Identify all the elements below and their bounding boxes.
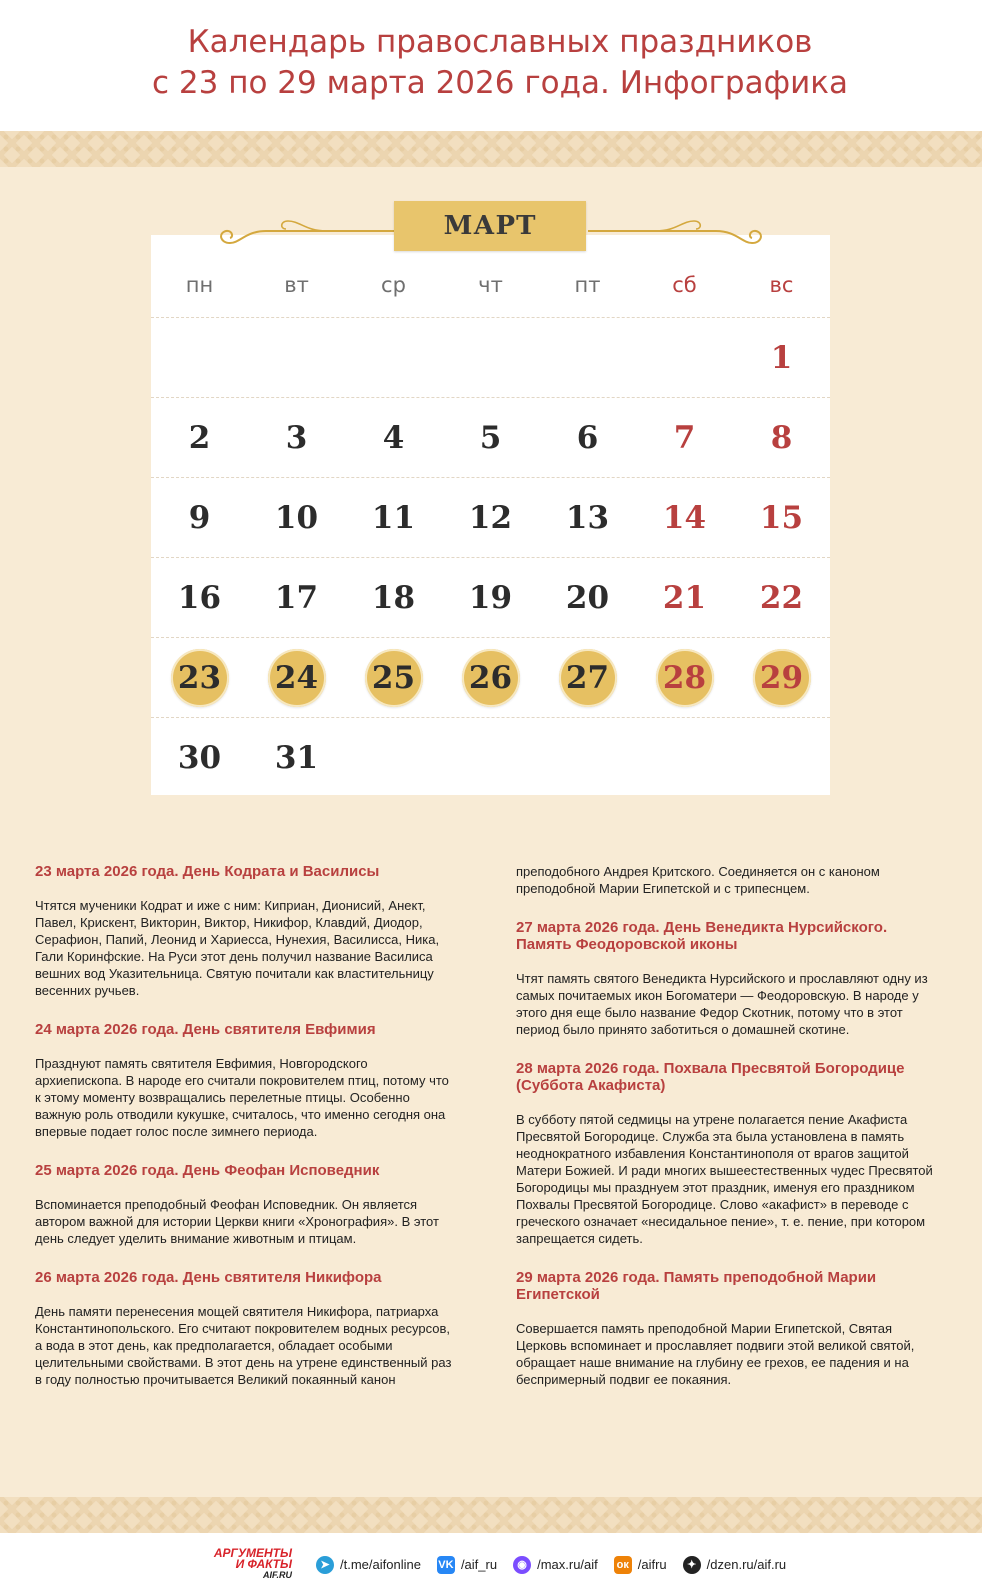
calendar-empty-cell <box>539 718 636 797</box>
day-number: 14 <box>662 499 707 536</box>
calendar-day-20 <box>539 558 636 637</box>
social-link-max[interactable] <box>513 1556 598 1574</box>
day-number: 20 <box>565 579 610 616</box>
day-number: 23 <box>171 649 229 707</box>
calendar-day-5 <box>442 398 539 477</box>
weekday-tue: вт <box>284 273 309 297</box>
day-number: 22 <box>759 579 804 616</box>
calendar-day-8 <box>733 398 830 477</box>
day-number: 29 <box>753 649 811 707</box>
day-number: 16 <box>177 579 222 616</box>
holiday-text: В субботу пятой седмицы на утрене полагается пение Акафиста Пресвятой Богородице. Служба эта была установлена в память неоднократного избавления Константинополя от врагов защитой Матери Божией. И ради многих вышеестественных чудес Пресвятой Богородицы мы празднуем этот праздник, именуя его праздником Похвалы Пресвятой Богородице. Слово «акафист» в переводе с греческого означает «несидальное пение», т. е. пение, при котором запрещается сидеть. <box>516 1112 933 1246</box>
social-link-label: /t.me/aifonline <box>340 1557 421 1572</box>
social-link-label: /aif_ru <box>460 1557 498 1572</box>
calendar-day-13 <box>539 478 636 557</box>
weekday-fri: пт <box>574 273 601 297</box>
calendar-day-7 <box>636 398 733 477</box>
holiday-text-continuation <box>516 863 946 897</box>
day-number: 12 <box>468 499 513 536</box>
calendar-day-15 <box>733 478 830 557</box>
calendar-day-19 <box>442 558 539 637</box>
day-number: 25 <box>365 649 423 707</box>
calendar-day-11 <box>345 478 442 557</box>
holiday-text: Чтятся мученики Кодрат и иже с ним: Киприан, Дионисий, Анект, Павел, Крискент, Викторин, Виктор, Никифор, Клавдий, Диодор, Серафион, Папий, Леонид и Хариесса, Нунехия, Василисса, Ника, Гали Коринфские. На Руси этот день получил название Василиса вешних вод Указительница. Святую почитали как властительницу весенних ручьев. <box>35 898 440 998</box>
calendar-day-6 <box>539 398 636 477</box>
logo-line-3: AIF.RU <box>263 1570 292 1580</box>
day-number: 6 <box>576 419 599 456</box>
calendar-empty-cell <box>442 318 539 397</box>
calendar-empty-cell <box>733 718 830 797</box>
weekday-sat: сб <box>672 273 697 297</box>
page-title <box>0 22 1000 104</box>
calendar-day-24 <box>248 638 345 717</box>
calendar-day-12 <box>442 478 539 557</box>
day-number: 19 <box>468 579 513 616</box>
social-link-telegram[interactable] <box>316 1556 421 1574</box>
calendar-week-row <box>151 717 830 797</box>
calendar-day-14 <box>636 478 733 557</box>
holiday-entry <box>516 919 946 1038</box>
day-number: 21 <box>662 579 707 616</box>
weekday-mon: пн <box>185 273 214 297</box>
day-number: 3 <box>285 419 308 456</box>
holiday-text: Вспоминается преподобный Феофан Исповедник. Он является автором важной для истории Церкви книги «Хронография». В этот день следует уделить внимание животным и птицам. <box>35 1197 439 1246</box>
calendar-day-22 <box>733 558 830 637</box>
calendar-day-31 <box>248 718 345 797</box>
calendar-day-29 <box>733 638 830 717</box>
day-number: 28 <box>656 649 714 707</box>
calendar-day-10 <box>248 478 345 557</box>
dzen-icon: ✦ <box>683 1556 701 1574</box>
social-link-odnoklassniki[interactable] <box>614 1556 667 1574</box>
calendar-empty-cell <box>442 718 539 797</box>
holiday-entry <box>516 1060 946 1247</box>
day-number: 10 <box>274 499 319 536</box>
calendar-grid <box>151 235 830 795</box>
holiday-text: Совершается память преподобной Марии Египетской, Святая Церковь вспоминает и прославляет подвиги этой великой святой, обращает наше внимание на глубину ее грехов, ее падения и на беспримерный подвиг ее покаяния. <box>516 1321 915 1387</box>
calendar-week-row <box>151 557 830 637</box>
calendar-day-1 <box>733 318 830 397</box>
holiday-heading: 23 марта 2026 года. День Кодрата и Василисы <box>35 863 380 880</box>
calendar-week-row <box>151 397 830 477</box>
calendar-day-30 <box>151 718 248 797</box>
ornament-swirl-left-icon <box>196 209 396 249</box>
holiday-heading: 27 марта 2026 года. День Венедикта Нурсийского. Память Феодоровской иконы <box>516 919 888 953</box>
calendar-day-28 <box>636 638 733 717</box>
calendar-empty-cell <box>151 318 248 397</box>
calendar-day-2 <box>151 398 248 477</box>
ornament-border-bottom <box>0 1497 982 1533</box>
footer-social-bar <box>0 1533 1000 1596</box>
content-panel <box>0 131 982 1533</box>
day-number: 8 <box>770 419 793 456</box>
weekday-sun: вс <box>769 273 794 297</box>
calendar-weeks <box>151 317 830 797</box>
day-number: 27 <box>559 649 617 707</box>
weekday-wed: ср <box>381 273 406 297</box>
odnoklassniki-icon: ок <box>614 1556 632 1574</box>
day-number: 2 <box>188 419 211 456</box>
calendar-empty-cell <box>345 718 442 797</box>
calendar-day-18 <box>345 558 442 637</box>
max-icon: ◉ <box>513 1556 531 1574</box>
holiday-text: преподобного Андрея Критского. Соединяется он с каноном преподобной Марии Египетской и с трипеснцем. <box>516 864 880 896</box>
calendar-day-16 <box>151 558 248 637</box>
calendar-empty-cell <box>636 718 733 797</box>
holiday-entry <box>35 1162 455 1247</box>
day-number: 4 <box>382 419 405 456</box>
calendar-day-3 <box>248 398 345 477</box>
holiday-text: День памяти перенесения мощей святителя Никифора, патриарха Константинопольского. Его считают покровителем водных ресурсов, а вода в этот день, как предполагается, обладает особыми целительными свойствами. В этот день на утрене единственный раз в году полностью прочитывается Великий покаянный канон <box>35 1304 452 1387</box>
calendar-empty-cell <box>539 318 636 397</box>
calendar-day-9 <box>151 478 248 557</box>
day-number: 26 <box>462 649 520 707</box>
calendar-week-row <box>151 637 830 717</box>
calendar-day-21 <box>636 558 733 637</box>
ornament-swirl-right-icon <box>586 209 786 249</box>
social-link-dzen[interactable] <box>683 1556 787 1574</box>
holiday-entry <box>516 1269 946 1388</box>
day-number: 30 <box>177 739 222 776</box>
calendar-day-27 <box>539 638 636 717</box>
calendar-empty-cell <box>345 318 442 397</box>
holiday-heading: 24 марта 2026 года. День святителя Евфимия <box>35 1021 376 1038</box>
social-link-vk[interactable] <box>437 1556 497 1574</box>
calendar-day-23 <box>151 638 248 717</box>
title-line-1: Календарь православных праздников <box>187 24 813 60</box>
holiday-text: Чтят память святого Венедикта Нурсийского и прославляют одну из самых почитаемых икон Богоматери — Феодоровскую. В народе у этого дня еще было название Федор Скотник, потому что в этот период было принято заботиться о домашней скотине. <box>516 971 928 1037</box>
weekday-thu: чт <box>478 273 503 297</box>
calendar-day-26 <box>442 638 539 717</box>
ornament-border-top <box>0 131 982 167</box>
holiday-heading: 29 марта 2026 года. Память преподобной Марии Египетской <box>516 1269 877 1303</box>
calendar-day-17 <box>248 558 345 637</box>
calendar-empty-cell <box>636 318 733 397</box>
telegram-icon: ➤ <box>316 1556 334 1574</box>
holiday-heading: 26 марта 2026 года. День святителя Никифора <box>35 1269 382 1286</box>
day-number: 18 <box>371 579 416 616</box>
calendar-week-row <box>151 317 830 397</box>
calendar-day-4 <box>345 398 442 477</box>
day-number: 5 <box>479 419 502 456</box>
social-link-label: /aifru <box>637 1557 667 1572</box>
day-number: 1 <box>770 339 793 376</box>
logo-line-1: АРГУМЕНТЫ <box>213 1546 292 1560</box>
holiday-heading: 25 марта 2026 года. День Феофан Исповедник <box>35 1162 380 1179</box>
holiday-heading: 28 марта 2026 года. Похвала Пресвятой Богородице (Суббота Акафиста) <box>516 1060 905 1094</box>
calendar-week-row <box>151 477 830 557</box>
day-number: 17 <box>274 579 319 616</box>
holiday-text: Празднуют память святителя Евфимия, Новгородского архиепископа. В народе его считали покровителем птиц, потому что к этому моменту возвращались перелетные птицы. Особенно важную роль отводили кукушке, считалось, что именно сегодня она впервые подает голос после зимнего периода. <box>35 1056 449 1139</box>
month-banner: МАРТ <box>394 201 586 251</box>
aif-logo[interactable] <box>214 1548 292 1581</box>
holiday-column-right <box>516 863 946 1410</box>
logo-line-2: И ФАКТЫ <box>235 1557 292 1571</box>
calendar-day-25 <box>345 638 442 717</box>
day-number: 15 <box>759 499 804 536</box>
day-number: 9 <box>188 499 211 536</box>
day-number: 11 <box>371 499 416 536</box>
social-link-label: /max.ru/aif <box>537 1557 598 1572</box>
social-link-label: /dzen.ru/aif.ru <box>706 1557 787 1572</box>
calendar-empty-cell <box>248 318 345 397</box>
day-number: 7 <box>673 419 696 456</box>
holiday-entry <box>35 863 455 999</box>
holiday-entry <box>35 1021 455 1140</box>
vk-icon: VK <box>437 1556 455 1574</box>
day-number: 24 <box>268 649 326 707</box>
title-line-2: с 23 по 29 марта 2026 года. Инфографика <box>152 65 848 101</box>
holiday-column-left <box>35 863 455 1410</box>
day-number: 31 <box>274 739 319 776</box>
holiday-entry <box>35 1269 455 1388</box>
day-number: 13 <box>565 499 610 536</box>
